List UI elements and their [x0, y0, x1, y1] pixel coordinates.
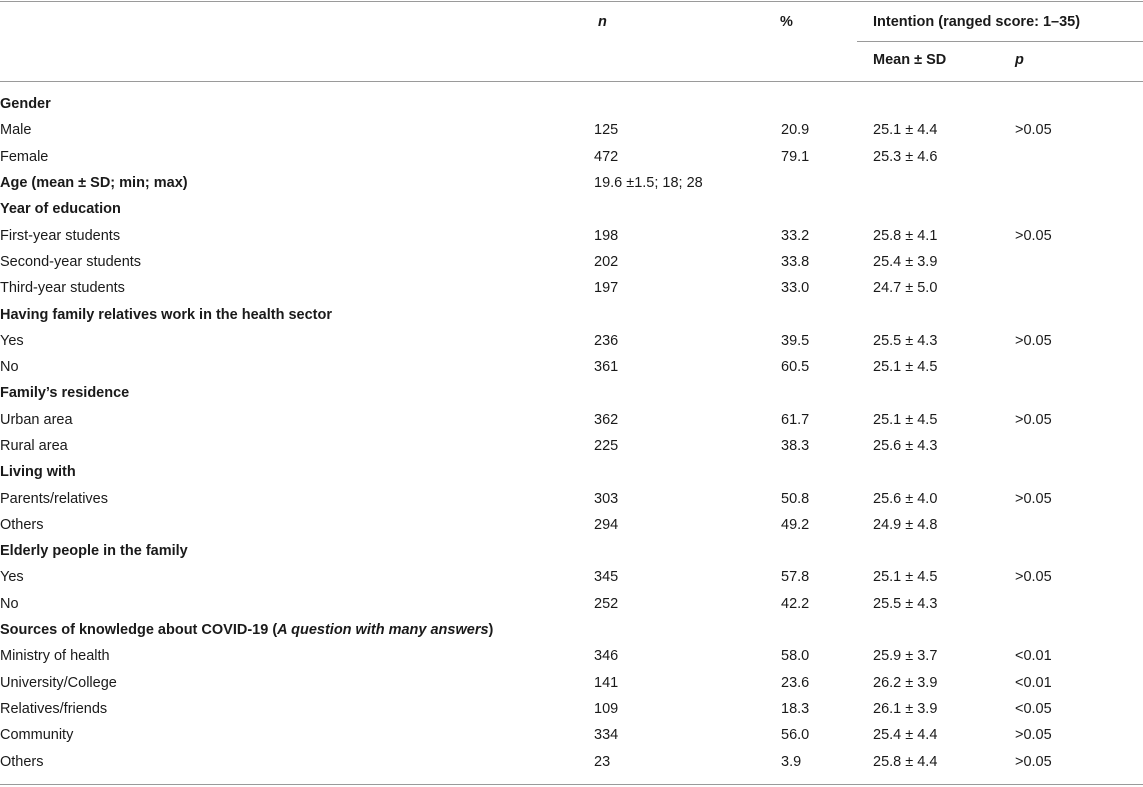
- table-row: [0, 643, 1143, 669]
- cell-label: Relatives/friends: [0, 700, 108, 717]
- cell-n: [594, 459, 781, 485]
- table-row: [0, 222, 1143, 248]
- cell-label-tail: ): [488, 622, 494, 639]
- cell-mean: 25.6 ± 4.3: [873, 438, 938, 454]
- cell-p: >0.05: [1015, 332, 1052, 349]
- cell-pct: 3.9: [781, 753, 802, 770]
- table-row: [0, 670, 1143, 696]
- cell-pct: 61.7: [781, 411, 810, 428]
- cell-pct: [781, 380, 873, 406]
- table-row: [0, 144, 1143, 170]
- cell-p: <0.05: [1015, 700, 1052, 717]
- cell-p: >0.05: [1015, 753, 1052, 770]
- cell-mean: 25.4 ± 3.9: [873, 253, 938, 270]
- cell-label: Ministry of health: [0, 648, 110, 665]
- header-n: n: [598, 14, 607, 30]
- cell-mean: 25.1 ± 4.5: [873, 569, 938, 586]
- cell-pct: 49.2: [781, 516, 810, 533]
- cell-label: Others: [0, 753, 44, 770]
- cell-p: <0.01: [1015, 674, 1052, 691]
- table-row: [0, 354, 1143, 380]
- cell-mean: [873, 617, 1015, 643]
- cell-mean: 25.1 ± 4.5: [873, 411, 938, 428]
- cell-n: 334: [594, 727, 619, 744]
- cell-label: Community: [0, 727, 74, 744]
- cell-label-text: Sources of knowledge about COVID-19 (: [0, 622, 278, 639]
- cell-p: >0.05: [1015, 490, 1052, 507]
- header-p: p: [1015, 52, 1024, 68]
- cell-n: 345: [594, 569, 619, 586]
- section-row: [0, 196, 1143, 222]
- cell-p: [1015, 275, 1143, 301]
- cell-label: Urban area: [0, 411, 73, 428]
- cell-pct: 79.1: [781, 148, 810, 165]
- cell-pct: 42.2: [781, 595, 810, 612]
- cell-mean: 25.5 ± 4.3: [873, 595, 938, 612]
- cell-label: Rural area: [0, 438, 68, 454]
- section-row: [0, 91, 1143, 117]
- cell-pct: 18.3: [781, 700, 810, 717]
- cell-p: [1015, 380, 1143, 406]
- cell-mean: [873, 170, 1015, 196]
- table-row: [0, 485, 1143, 511]
- table-row: [0, 591, 1143, 617]
- table-row: [0, 117, 1143, 143]
- cell-n: 225: [594, 438, 619, 454]
- cell-label-emphasis: A question with many answers: [277, 622, 489, 639]
- cell-p: >0.05: [1015, 411, 1052, 428]
- data-table: [0, 91, 1143, 775]
- cell-n: 361: [594, 359, 619, 376]
- cell-pct: 20.9: [781, 122, 810, 139]
- cell-label: Others: [0, 516, 44, 533]
- cell-n: 19.6 ±1.5; 18; 28: [594, 175, 703, 192]
- header-sub-rule: [857, 41, 1143, 42]
- table-row: [0, 748, 1143, 774]
- cell-pct: 50.8: [781, 490, 810, 507]
- cell-mean: 24.7 ± 5.0: [873, 280, 938, 297]
- cell-pct: 33.2: [781, 227, 810, 244]
- cell-n: 23: [594, 753, 611, 770]
- table-header-rule: [0, 81, 1143, 82]
- cell-label: Having family relatives work in the health sector: [0, 306, 332, 323]
- table-bottom-rule: [0, 784, 1143, 785]
- cell-mean: 26.2 ± 3.9: [873, 674, 938, 691]
- cell-n: 362: [594, 411, 619, 428]
- header-intention: Intention (ranged score: 1–35): [873, 14, 1081, 30]
- cell-p: [1015, 459, 1143, 485]
- cell-p: >0.05: [1015, 227, 1052, 244]
- cell-mean: [873, 301, 1015, 327]
- cell-pct: 56.0: [781, 727, 810, 744]
- cell-label: Age (mean ± SD; min; max): [0, 175, 188, 192]
- cell-label: Parents/relatives: [0, 490, 108, 507]
- cell-n: 346: [594, 648, 619, 665]
- table-row: [0, 433, 1143, 459]
- cell-p: [1015, 301, 1143, 327]
- cell-label: Yes: [0, 569, 24, 586]
- cell-n: [594, 538, 781, 564]
- cell-p: [1015, 591, 1143, 617]
- cell-p: [1015, 512, 1143, 538]
- cell-label: No: [0, 359, 19, 376]
- cell-mean: 25.1 ± 4.5: [873, 359, 938, 376]
- cell-pct: [781, 617, 873, 643]
- cell-pct: 39.5: [781, 332, 810, 349]
- cell-p: [1015, 170, 1143, 196]
- cell-label: Yes: [0, 332, 24, 349]
- cell-mean: [873, 196, 1015, 222]
- cell-pct: 33.0: [781, 280, 810, 297]
- cell-n: 303: [594, 490, 619, 507]
- cell-pct: [781, 301, 873, 327]
- cell-label: No: [0, 595, 19, 612]
- cell-pct: 33.8: [781, 253, 810, 270]
- cell-mean: 25.8 ± 4.1: [873, 227, 938, 244]
- cell-p: [1015, 144, 1143, 170]
- table-row: [0, 512, 1143, 538]
- cell-n: [594, 196, 781, 222]
- cell-label: Third-year students: [0, 280, 125, 297]
- cell-pct: [781, 91, 873, 117]
- cell-p: >0.05: [1015, 569, 1052, 586]
- cell-n: 252: [594, 595, 619, 612]
- cell-p: [1015, 538, 1143, 564]
- section-row: [0, 301, 1143, 327]
- cell-label: Year of education: [0, 201, 121, 218]
- cell-mean: 25.6 ± 4.0: [873, 490, 938, 507]
- cell-mean: 25.5 ± 4.3: [873, 332, 938, 349]
- cell-p: >0.05: [1015, 727, 1052, 744]
- cell-n: 236: [594, 332, 619, 349]
- cell-n: [594, 617, 781, 643]
- cell-mean: 25.9 ± 3.7: [873, 648, 938, 665]
- section-row: [0, 617, 1143, 643]
- section-row: [0, 538, 1143, 564]
- cell-label: Family’s residence: [0, 385, 130, 402]
- cell-p: <0.01: [1015, 648, 1052, 665]
- cell-n: 109: [594, 700, 619, 717]
- cell-pct: 23.6: [781, 674, 810, 691]
- cell-pct: [781, 459, 873, 485]
- cell-mean: 26.1 ± 3.9: [873, 700, 938, 717]
- header-mean-sd: Mean ± SD: [873, 52, 947, 68]
- table-top-rule: [0, 1, 1143, 2]
- table-row: [0, 328, 1143, 354]
- cell-mean: 25.8 ± 4.4: [873, 753, 938, 770]
- cell-pct: 60.5: [781, 359, 810, 376]
- cell-n: 125: [594, 122, 619, 139]
- cell-p: >0.05: [1015, 122, 1052, 139]
- cell-label: Gender: [0, 96, 51, 113]
- cell-n: [594, 91, 781, 117]
- cell-pct: 38.3: [781, 438, 810, 454]
- cell-label: [0, 617, 594, 643]
- cell-label: University/College: [0, 674, 117, 691]
- cell-pct: 57.8: [781, 569, 810, 586]
- table-row: [0, 722, 1143, 748]
- cell-p: [1015, 617, 1143, 643]
- cell-mean: 24.9 ± 4.8: [873, 516, 938, 533]
- cell-mean: [873, 538, 1015, 564]
- table-row: [0, 275, 1143, 301]
- section-row: [0, 459, 1143, 485]
- section-row: [0, 380, 1143, 406]
- cell-p: [1015, 433, 1143, 459]
- cell-n: [594, 380, 781, 406]
- cell-label: Second-year students: [0, 253, 142, 270]
- cell-n: [594, 301, 781, 327]
- header-percent: %: [780, 14, 793, 30]
- cell-label: Living with: [0, 464, 76, 481]
- cell-n: 202: [594, 253, 619, 270]
- cell-p: [1015, 91, 1143, 117]
- cell-n: 472: [594, 148, 619, 165]
- cell-mean: 25.3 ± 4.6: [873, 148, 938, 165]
- cell-pct: [781, 538, 873, 564]
- table-row: [0, 564, 1143, 590]
- cell-pct: 58.0: [781, 648, 810, 665]
- table-row: [0, 696, 1143, 722]
- cell-mean: [873, 459, 1015, 485]
- cell-p: [1015, 196, 1143, 222]
- cell-n: 294: [594, 516, 619, 533]
- cell-label: Female: [0, 148, 49, 165]
- section-row: [0, 170, 1143, 196]
- cell-mean: [873, 380, 1015, 406]
- cell-p: [1015, 249, 1143, 275]
- cell-mean: 25.1 ± 4.4: [873, 122, 938, 139]
- cell-n: 197: [594, 280, 619, 297]
- cell-label: First-year students: [0, 227, 121, 244]
- cell-n: 141: [594, 674, 619, 691]
- cell-n: 198: [594, 227, 619, 244]
- cell-pct: [781, 196, 873, 222]
- cell-mean: 25.4 ± 4.4: [873, 727, 938, 744]
- cell-label: Male: [0, 122, 32, 139]
- table-row: [0, 407, 1143, 433]
- cell-pct: [781, 170, 873, 196]
- cell-label: Elderly people in the family: [0, 543, 188, 560]
- cell-mean: [873, 91, 1015, 117]
- table-row: [0, 249, 1143, 275]
- cell-p: [1015, 354, 1143, 380]
